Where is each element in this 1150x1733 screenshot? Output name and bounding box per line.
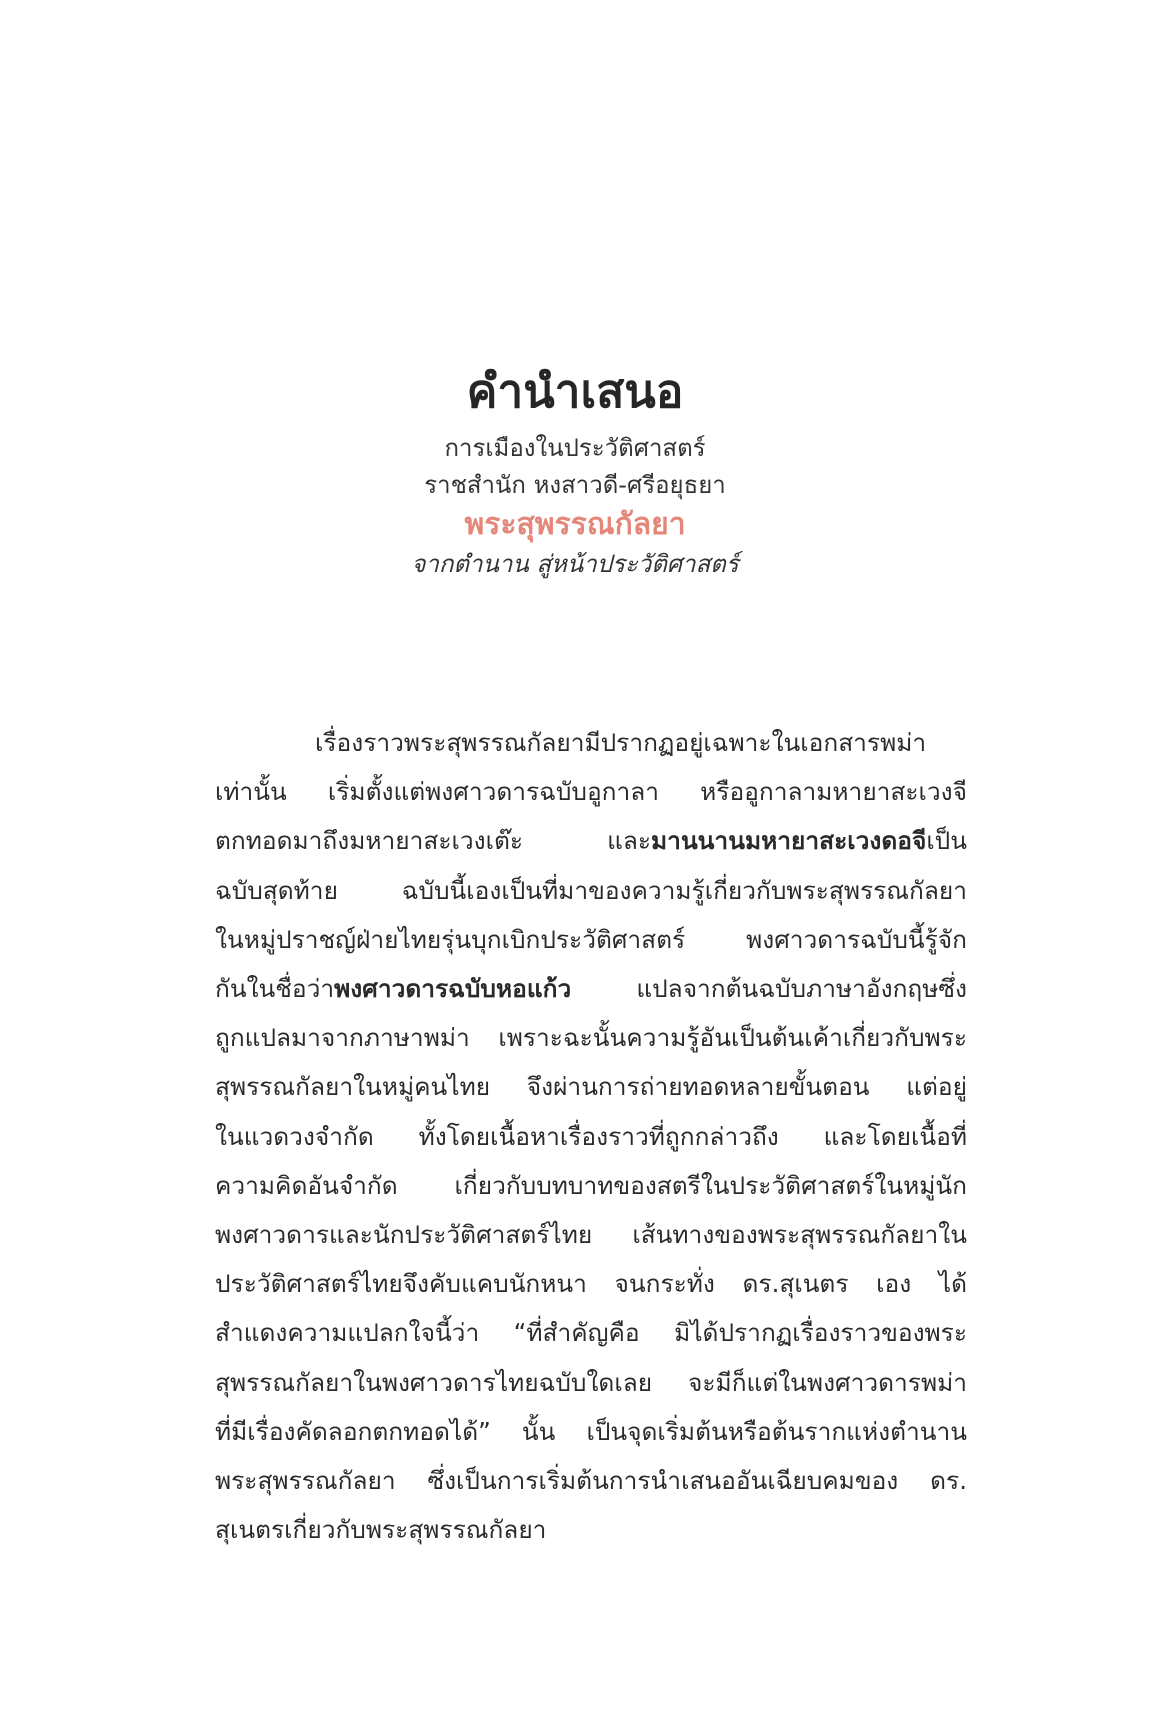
paragraph-line: สุพรรณกัลยาในพงศาวดารไทยฉบับใดเลย จะมีก็แต่ในพงศาวดารพม่า <box>215 1367 967 1397</box>
paragraph-line: พงศาวดารและนักประวัติศาสตร์ไทย เส้นทางของพระสุพรรณกัลยาใน <box>215 1220 967 1250</box>
text-run: ตกทอดมาถึงมหายาสะเวงเต๊ะ และ <box>215 826 652 856</box>
paragraph-line: ที่มีเรื่องคัดลอกตกทอดได้” นั้น เป็นจุดเริ่มต้นหรือต้นรากแห่งตำนาน <box>215 1416 967 1446</box>
page-title: คำนำเสนอ <box>466 364 684 418</box>
paragraph-line <box>215 964 967 1013</box>
paragraph-line: ในแวดวงจำกัด ทั้งโดยเนื้อหาเรื่องราวที่ถูกกล่าวถึง และโดยเนื้อที่ <box>215 1121 967 1151</box>
paragraph-line: ความคิดอันจำกัด เกี่ยวกับบทบาทของสตรีในประวัติศาสตร์ในหมู่นัก <box>215 1170 967 1200</box>
paragraph-line: พระสุพรรณกัลยา ซึ่งเป็นการเริ่มต้นการนำเสนออันเฉียบคมของ ดร. <box>215 1466 967 1496</box>
paragraph-line: ฉบับสุดท้าย ฉบับนี้เองเป็นที่มาของความรู้เกี่ยวกับพระสุพรรณกัลยา <box>215 875 967 905</box>
paragraph-line: เท่านั้น เริ่มตั้งแต่พงศาวดารฉบับอูกาลา หรืออูกาลามหายาสะเวงจี <box>215 777 967 807</box>
bold-term-hokaew: พงศาวดารฉบับหอแก้ว <box>334 974 572 1004</box>
paragraph-line: ในหมู่ปราชญ์ฝ่ายไทยรุ่นบุกเบิกประวัติศาสตร์ พงศาวดารฉบับนี้รู้จัก <box>215 924 967 954</box>
paragraph-line: สำแดงความแปลกใจนี้ว่า “ที่สำคัญคือ มิได้ปรากฏเรื่องราวของพระ <box>215 1318 967 1348</box>
paragraph-line: สุพรรณกัลยาในหมู่คนไทย จึงผ่านการถ่ายทอดหลายขั้นตอน แต่อยู่ <box>215 1072 967 1102</box>
heading-block <box>0 360 1150 582</box>
tagline: จากตำนาน สู่หน้าประวัติศาสตร์ <box>411 550 739 578</box>
bold-term-chronicle: มานนานมหายาสะเวงดอจี <box>651 826 927 856</box>
subtitle-court: ราชสำนัก หงสาวดี-ศรีอยุธยา <box>424 471 726 499</box>
paragraph-line <box>215 816 967 865</box>
paragraph-line: สุเนตรเกี่ยวกับพระสุพรรณกัลยา <box>215 1515 547 1545</box>
paragraph-line: ถูกแปลมาจากภาษาพม่า เพราะฉะนั้นความรู้อันเป็นต้นเค้าเกี่ยวกับพระ <box>215 1023 967 1053</box>
body-paragraph <box>215 718 967 1554</box>
text-run: กันในชื่อว่า <box>215 974 335 1004</box>
paragraph-line: เรื่องราวพระสุพรรณกัลยามีปรากฏอยู่เฉพาะในเอกสารพม่า <box>315 728 927 757</box>
paragraph-line: ประวัติศาสตร์ไทยจึงคับแคบนักหนา จนกระทั่ง ดร.สุเนตร เอง ได้ <box>215 1269 967 1299</box>
highlight-title: พระสุพรรณกัลยา <box>464 507 686 542</box>
text-run: แปลจากต้นฉบับภาษาอังกฤษซึ่ง <box>571 974 967 1004</box>
text-run: เป็น <box>926 826 967 856</box>
subtitle-politics: การเมืองในประวัติศาสตร์ <box>444 434 706 462</box>
